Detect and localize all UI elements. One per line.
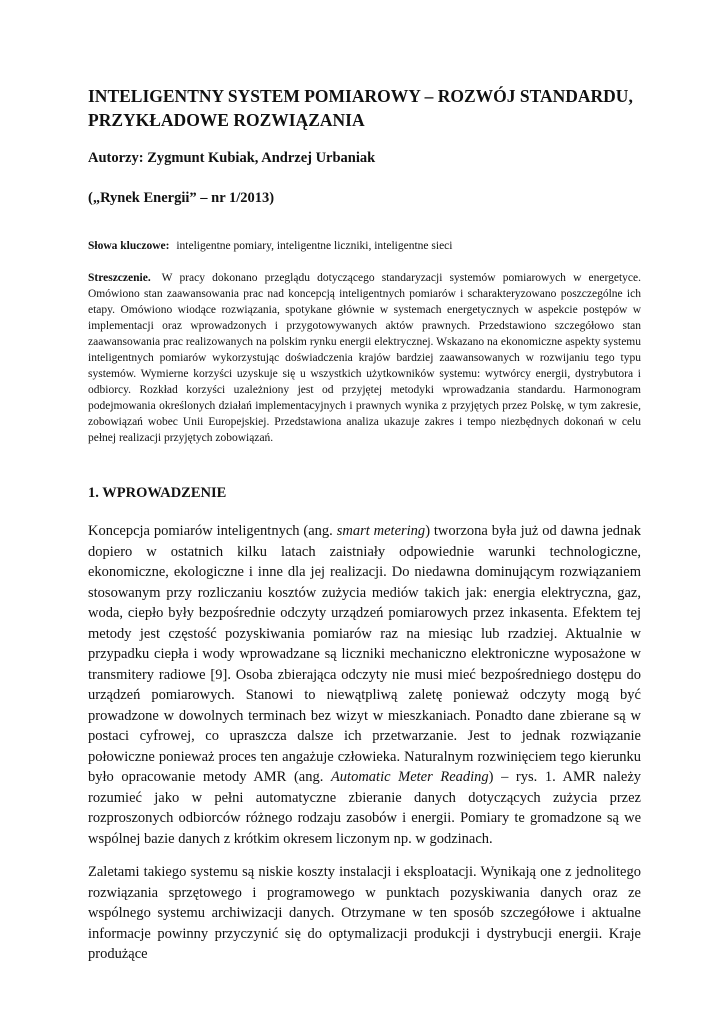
body-paragraph-2: Zaletami takiego systemu są niskie koszty instalacji i eksploatacji. Wynikają one z jednolitego rozwiązania sprzętowego i programowego w punktach pozyskiwania danych oraz ze wspólnego systemu archiwizacji danych. Otrzymane w ten sposób szczegółowe i aktualne informacje powinny przyczynić się do optymalizacji produkcji i dystrybucji energii. Kraje produżące: [88, 864, 641, 962]
paragraph-1-part-c: ) – rys. 1. AMR należy rozumieć jako w pełni automatyczne zbieranie danych dotyczących zużycia przez rozproszonych odbiorców różnego rodzaju zasobów i energii. Pomiary te gromadzone są we wspólnej bazie danych z krótkim okresem liczonym np. w godzinach.: [88, 769, 642, 847]
keywords-text: inteligentne pomiary, inteligentne liczniki, inteligentne sieci: [176, 240, 453, 252]
abstract-label: Streszczenie.: [88, 272, 151, 284]
paragraph-1-part-b: ) tworzona była już od dawna jednak dopiero w ostatnich kilku latach zaistniały odpowiednie warunki technologiczne, ekonomiczne, ekologiczne i inne dla jej realizacji. Do niedawna dominującym rozwiązaniem stosowanym przy rozliczaniu kosztów zużycia mediów takich jak: energia elektryczna, gaz, woda, ciepło były bezpośrednie odczyty urządzeń pomiarowych przez inkasenta. Efektem tej metody jest częstość pozyskiwania pomiarów raz na miesiąc lub rzadziej. Aktualnie w przypadku ciepła i wody wprowadzane są liczniki mechaniczno elektroniczne wyposażone w transmitery radiowe [9]. Osoba zbierająca odczyty nie musi mieć bezpośredniego dostępu do urządzeń pomiarowych. Stanowi to niewątpliwą zaletę ponieważ odczyty mogą być prowadzone w dowolnych terminach bez wizyt w mieszkaniach. Ponadto dane zbierane są w postaci cyfrowej, co upraszcza dalsze ich przetwarzanie. Jest to jednak rozwiązanie połowiczne ponieważ proces ten angażuje człowieka. Naturalnym rozwinięciem tego kierunku było opracowanie metody AMR (ang.: [88, 523, 641, 785]
authors-line: Autorzy: Zygmunt Kubiak, Andrzej Urbaniak: [88, 150, 376, 166]
paragraph-1-part-a: Koncepcja pomiarów inteligentnych (ang.: [88, 523, 337, 539]
keywords-label: Słowa kluczowe:: [88, 240, 170, 252]
body-paragraph-1: [88, 521, 641, 849]
abstract: [88, 270, 641, 446]
keywords: [88, 240, 452, 252]
abstract-text: W pracy dokonano przeglądu dotyczącego standaryzacji systemów pomiarowych w energetyce. Omówiono stan zaawansowania prac nad koncepcją inteligentnych pomiarów i scharakteryzowano poszczególne ich etapy. Omówiono wiodące rozwiązania, spotykane głównie w systemach energetycznych w aspekcie postępów w implementacji oraz wprowadzonych i przygotowywanych aktów prawnych. Przedstawiono szczegółowo stan zaawansowania prac realizowanych na polskim rynku energii elektrycznej. Wskazano na ekonomiczne aspekty systemu inteligentnych pomiarów wykorzystując doświadczenia krajów bardziej zaawansowanych w rozwijaniu tego typu systemów. Wymierne korzyści uzyskuje się u wszystkich użytkowników systemu: wytwórcy energii, dystrybutora i odbiorcy. Rozkład korzyści uzależniony jest od przyjętej metodyki wprowadzania standardu. Harmonogram podejmowania określonych działań implementacyjnych i prawnych wynika z przyjętych przez Polskę, w tym zakresie, zobowiązań wobec Unii Europejskiej. Przedstawiona analiza ukazuje zakres i tempo niezbędnych dokonań w celu pełnej realizacji przyjętych zobowiązań.: [88, 272, 641, 444]
paper-title: INTELIGENTNY SYSTEM POMIAROWY – ROZWÓJ STANDARDU, PRZYKŁADOWE ROZWIĄZANIA: [88, 86, 633, 130]
term-smart-metering: smart metering: [336, 523, 426, 539]
term-automatic-meter-reading: Automatic Meter Reading: [330, 769, 489, 785]
section-heading: 1. WPROWADZENIE: [88, 485, 227, 501]
source-line: („Rynek Energii” – nr 1/2013): [88, 190, 275, 206]
